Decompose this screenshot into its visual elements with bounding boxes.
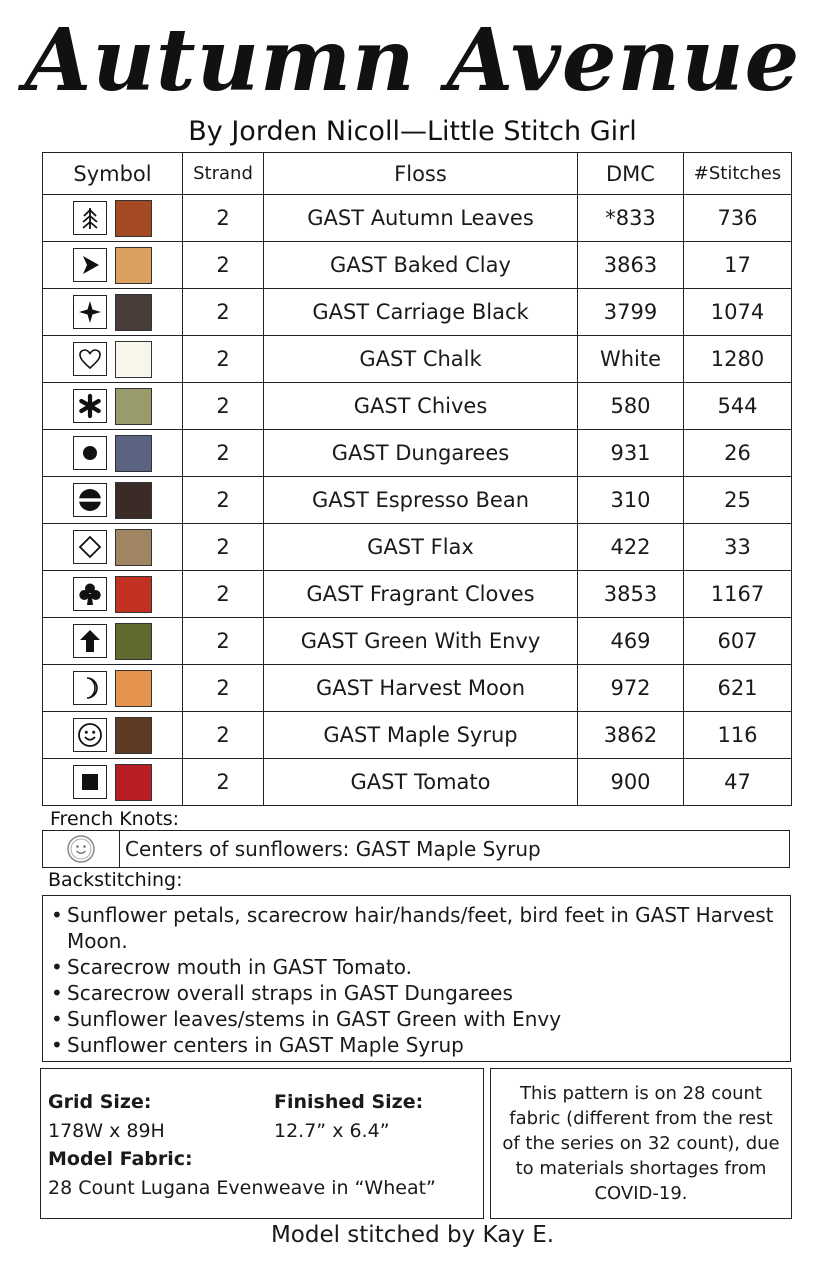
strand-cell: 2 xyxy=(183,712,264,759)
header-dmc: DMC xyxy=(578,153,684,195)
stitches-cell: 116 xyxy=(684,712,792,759)
color-swatch xyxy=(115,435,152,472)
dmc-cell: 3862 xyxy=(578,712,684,759)
smiley-icon xyxy=(66,834,96,864)
table-row xyxy=(43,336,792,383)
symbol-cell xyxy=(43,759,183,806)
model-fabric-label: Model Fabric: xyxy=(48,1148,193,1170)
color-swatch xyxy=(115,388,152,425)
strand-cell: 2 xyxy=(183,242,264,289)
color-swatch xyxy=(115,247,152,284)
floss-cell: GAST Dungarees xyxy=(264,430,578,477)
french-knots-box xyxy=(42,830,790,868)
table-row xyxy=(43,430,792,477)
floss-cell: GAST Flax xyxy=(264,524,578,571)
dmc-cell: 310 xyxy=(578,477,684,524)
floss-cell: GAST Maple Syrup xyxy=(264,712,578,759)
strand-cell: 2 xyxy=(183,571,264,618)
color-swatch xyxy=(115,341,152,378)
dmc-cell: White xyxy=(578,336,684,383)
floss-cell: GAST Carriage Black xyxy=(264,289,578,336)
symbol-cell xyxy=(43,665,183,712)
stitches-cell: 47 xyxy=(684,759,792,806)
symbol-cell xyxy=(43,195,183,242)
stitches-cell: 621 xyxy=(684,665,792,712)
filled-square-icon xyxy=(73,765,107,799)
page-subtitle: By Jorden Nicoll—Little Stitch Girl xyxy=(188,116,637,147)
fabric-note-box xyxy=(490,1068,792,1219)
symbol-cell xyxy=(43,242,183,289)
pattern-info-box xyxy=(40,1068,484,1219)
backstitching-list xyxy=(43,896,790,1058)
stitches-cell: 33 xyxy=(684,524,792,571)
dmc-cell: 422 xyxy=(578,524,684,571)
dot-icon xyxy=(73,436,107,470)
french-knots-label: French Knots: xyxy=(50,808,180,830)
color-swatch xyxy=(115,576,152,613)
stitches-cell: 736 xyxy=(684,195,792,242)
strand-cell: 2 xyxy=(183,665,264,712)
floss-cell: GAST Green With Envy xyxy=(264,618,578,665)
strand-cell: 2 xyxy=(183,383,264,430)
list-item: • Scarecrow mouth in GAST Tomato. xyxy=(49,954,780,980)
french-knots-symbol xyxy=(43,831,120,867)
dmc-cell: 3863 xyxy=(578,242,684,289)
floss-cell: GAST Fragrant Cloves xyxy=(264,571,578,618)
list-item: • Sunflower centers in GAST Maple Syrup xyxy=(49,1032,780,1058)
smiley-icon xyxy=(73,718,107,752)
tree-icon xyxy=(73,201,107,235)
color-swatch xyxy=(115,200,152,237)
table-header-row xyxy=(43,153,792,195)
dmc-cell: 931 xyxy=(578,430,684,477)
stitches-cell: 25 xyxy=(684,477,792,524)
floss-cell: GAST Baked Clay xyxy=(264,242,578,289)
color-swatch xyxy=(115,482,152,519)
finished-size-value: 12.7” x 6.4” xyxy=(274,1120,390,1142)
color-swatch xyxy=(115,294,152,331)
stitches-cell: 1074 xyxy=(684,289,792,336)
list-item: • Scarecrow overall straps in GAST Dungarees xyxy=(49,980,780,1006)
fabric-note-text: This pattern is on 28 count fabric (different from the rest of the series on 32 count), due to materials shortages from COVID-19. xyxy=(502,1083,780,1204)
list-item: • Sunflower petals, scarecrow hair/hands/feet, bird feet in GAST Harvest Moon. xyxy=(49,902,780,954)
strand-cell: 2 xyxy=(183,618,264,665)
moon-icon xyxy=(73,671,107,705)
strand-cell: 2 xyxy=(183,524,264,571)
symbol-cell xyxy=(43,336,183,383)
backstitching-box xyxy=(42,895,791,1062)
table-row xyxy=(43,477,792,524)
table-row xyxy=(43,571,792,618)
strand-cell: 2 xyxy=(183,477,264,524)
floss-cell: GAST Chalk xyxy=(264,336,578,383)
list-item: • Sunflower leaves/stems in GAST Green with Envy xyxy=(49,1006,780,1032)
diamond-outline-icon xyxy=(73,530,107,564)
floss-cell: GAST Tomato xyxy=(264,759,578,806)
grid-size-value: 178W x 89H xyxy=(48,1120,165,1142)
table-row xyxy=(43,665,792,712)
up-arrow-icon xyxy=(73,624,107,658)
header-stitches: #Stitches xyxy=(684,153,792,195)
color-swatch xyxy=(115,623,152,660)
symbol-cell xyxy=(43,383,183,430)
stitches-cell: 544 xyxy=(684,383,792,430)
stitches-cell: 1280 xyxy=(684,336,792,383)
strand-cell: 2 xyxy=(183,195,264,242)
strand-cell: 2 xyxy=(183,336,264,383)
floss-cell: GAST Chives xyxy=(264,383,578,430)
header-symbol: Symbol xyxy=(43,153,183,195)
table-row xyxy=(43,195,792,242)
symbol-cell xyxy=(43,618,183,665)
symbol-cell xyxy=(43,289,183,336)
stitches-cell: 1167 xyxy=(684,571,792,618)
dmc-cell: 3853 xyxy=(578,571,684,618)
color-swatch xyxy=(115,764,152,801)
header-floss: Floss xyxy=(264,153,578,195)
symbol-cell xyxy=(43,477,183,524)
dmc-cell: 580 xyxy=(578,383,684,430)
table-row xyxy=(43,759,792,806)
heart-outline-icon xyxy=(73,342,107,376)
table-row xyxy=(43,242,792,289)
dmc-cell: 972 xyxy=(578,665,684,712)
table-row xyxy=(43,712,792,759)
symbol-cell xyxy=(43,524,183,571)
strand-cell: 2 xyxy=(183,430,264,477)
striped-circle-icon xyxy=(73,483,107,517)
stitches-cell: 17 xyxy=(684,242,792,289)
backstitching-label: Backstitching: xyxy=(48,869,183,891)
grid-size-label: Grid Size: xyxy=(48,1091,152,1113)
symbol-cell xyxy=(43,571,183,618)
club-icon xyxy=(73,577,107,611)
strand-cell: 2 xyxy=(183,289,264,336)
french-knots-text: Centers of sunflowers: GAST Maple Syrup xyxy=(125,837,541,861)
floss-cell: GAST Espresso Bean xyxy=(264,477,578,524)
table-row xyxy=(43,524,792,571)
stitches-cell: 26 xyxy=(684,430,792,477)
strand-cell: 2 xyxy=(183,759,264,806)
dmc-cell: *833 xyxy=(578,195,684,242)
dmc-cell: 3799 xyxy=(578,289,684,336)
model-fabric-value: 28 Count Lugana Evenweave in “Wheat” xyxy=(48,1177,436,1199)
dmc-cell: 469 xyxy=(578,618,684,665)
arrowhead-icon xyxy=(73,248,107,282)
floss-key-table xyxy=(42,152,792,806)
page-title: Autumn Avenue xyxy=(24,10,801,111)
finished-size-label: Finished Size: xyxy=(274,1091,424,1113)
asterisk-icon xyxy=(73,389,107,423)
dmc-cell: 900 xyxy=(578,759,684,806)
table-row xyxy=(43,289,792,336)
color-swatch xyxy=(115,717,152,754)
symbol-cell xyxy=(43,712,183,759)
four-point-star-icon xyxy=(73,295,107,329)
color-swatch xyxy=(115,529,152,566)
table-row xyxy=(43,618,792,665)
color-swatch xyxy=(115,670,152,707)
floss-cell: GAST Autumn Leaves xyxy=(264,195,578,242)
model-credit: Model stitched by Kay E. xyxy=(270,1222,555,1248)
header-strand: Strand xyxy=(183,153,264,195)
table-row xyxy=(43,383,792,430)
floss-cell: GAST Harvest Moon xyxy=(264,665,578,712)
symbol-cell xyxy=(43,430,183,477)
stitches-cell: 607 xyxy=(684,618,792,665)
